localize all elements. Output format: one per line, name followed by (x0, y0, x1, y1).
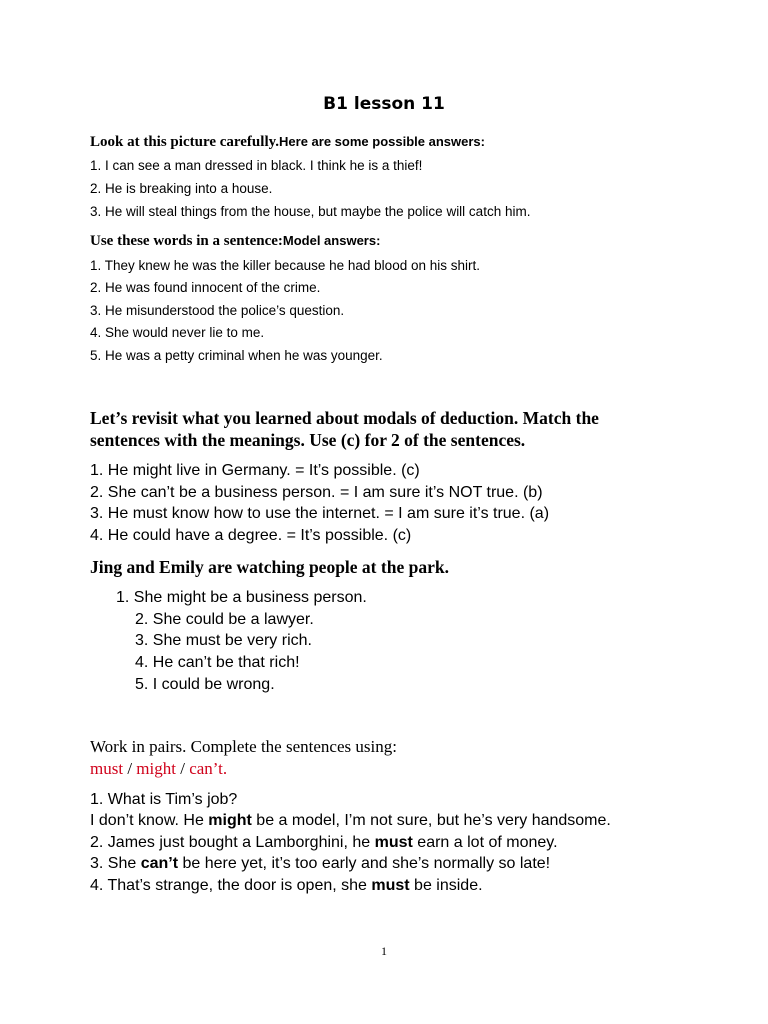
section4-item: 4. He can’t be that rich! (135, 654, 300, 671)
section3-item: 3. He must know how to use the internet. = I am sure it’s true. (a) (90, 505, 550, 522)
answer-keyword: must (374, 834, 413, 851)
section4-item: 5. I could be wrong. (135, 676, 275, 693)
question-1: 1. What is Tim’s job? (90, 791, 238, 808)
answer-keyword: must (371, 877, 410, 894)
answer-text: 2. James just bought a Lamborghini, he (90, 834, 375, 851)
answer-text: be a model, I’m not sure, but he’s very handsome. (251, 812, 611, 829)
section2-item: 2. He was found innocent of the crime. (90, 280, 321, 295)
section2-item: 5. He was a petty criminal when he was younger. (90, 348, 383, 363)
word-cant: can’t (189, 759, 223, 778)
section2-item: 3. He misunderstood the police’s question. (90, 303, 345, 318)
section3-item: 4. He could have a degree. = It’s possible. (c) (90, 527, 412, 544)
word-period: . (222, 759, 228, 778)
answer-keyword: might (208, 812, 252, 829)
answer-text: 3. She (90, 855, 141, 872)
section2-heading-text: Use these words in a sentence: (90, 233, 283, 249)
page-number: 1 (381, 944, 387, 958)
section3-heading-line: sentences with the meanings. Use (c) for 2 of the sentences. (90, 430, 526, 450)
section1-heading-text: Look at this picture carefully. (90, 134, 280, 150)
section4-item: 1. She might be a business person. (116, 589, 367, 606)
answer-2 (90, 834, 558, 852)
answer-4 (90, 877, 483, 895)
modal-words (90, 759, 227, 779)
answer-text: be here yet, it’s too early and she’s normally so late! (178, 855, 551, 872)
section1-item: 1. I can see a man dressed in black. I think he is a thief! (90, 158, 423, 173)
answer-text: 4. That’s strange, the door is open, she (90, 877, 372, 894)
section3-item: 1. He might live in Germany. = It’s possible. (c) (90, 462, 420, 479)
section3-item: 2. She can’t be a business person. = I am sure it’s NOT true. (b) (90, 484, 543, 501)
section2-item: 1. They knew he was the killer because he had blood on his shirt. (90, 258, 480, 273)
section3-heading-line: Let’s revisit what you learned about modals of deduction. Match the (90, 408, 599, 428)
answer-1 (90, 812, 611, 830)
section4-item: 3. She must be very rich. (135, 632, 312, 649)
word-might: might (136, 759, 176, 778)
section1-heading-suffix: Here are some possible answers: (279, 134, 485, 149)
page-title: B1 lesson 11 (323, 94, 445, 114)
word-separator: / (123, 759, 137, 778)
word-separator: / (175, 759, 190, 778)
answer-text: earn a lot of money. (412, 834, 558, 851)
section2-item: 4. She would never lie to me. (90, 325, 265, 340)
section2-heading-suffix: Model answers: (282, 233, 381, 248)
word-must: must (90, 759, 124, 778)
section1-item: 3. He will steal things from the house, but maybe the police will catch him. (90, 204, 531, 219)
section4-heading: Jing and Emily are watching people at the park. (90, 557, 449, 577)
answer-keyword: can’t (140, 855, 179, 872)
section1-item: 2. He is breaking into a house. (90, 181, 273, 196)
answer-3 (90, 855, 550, 873)
section2-heading (90, 233, 380, 250)
section1-heading (90, 134, 485, 151)
section4-item: 2. She could be a lawyer. (135, 611, 314, 628)
answer-text: be inside. (409, 877, 483, 894)
section5-heading: Work in pairs. Complete the sentences using: (90, 737, 397, 756)
answer-text: I don’t know. He (90, 812, 209, 829)
